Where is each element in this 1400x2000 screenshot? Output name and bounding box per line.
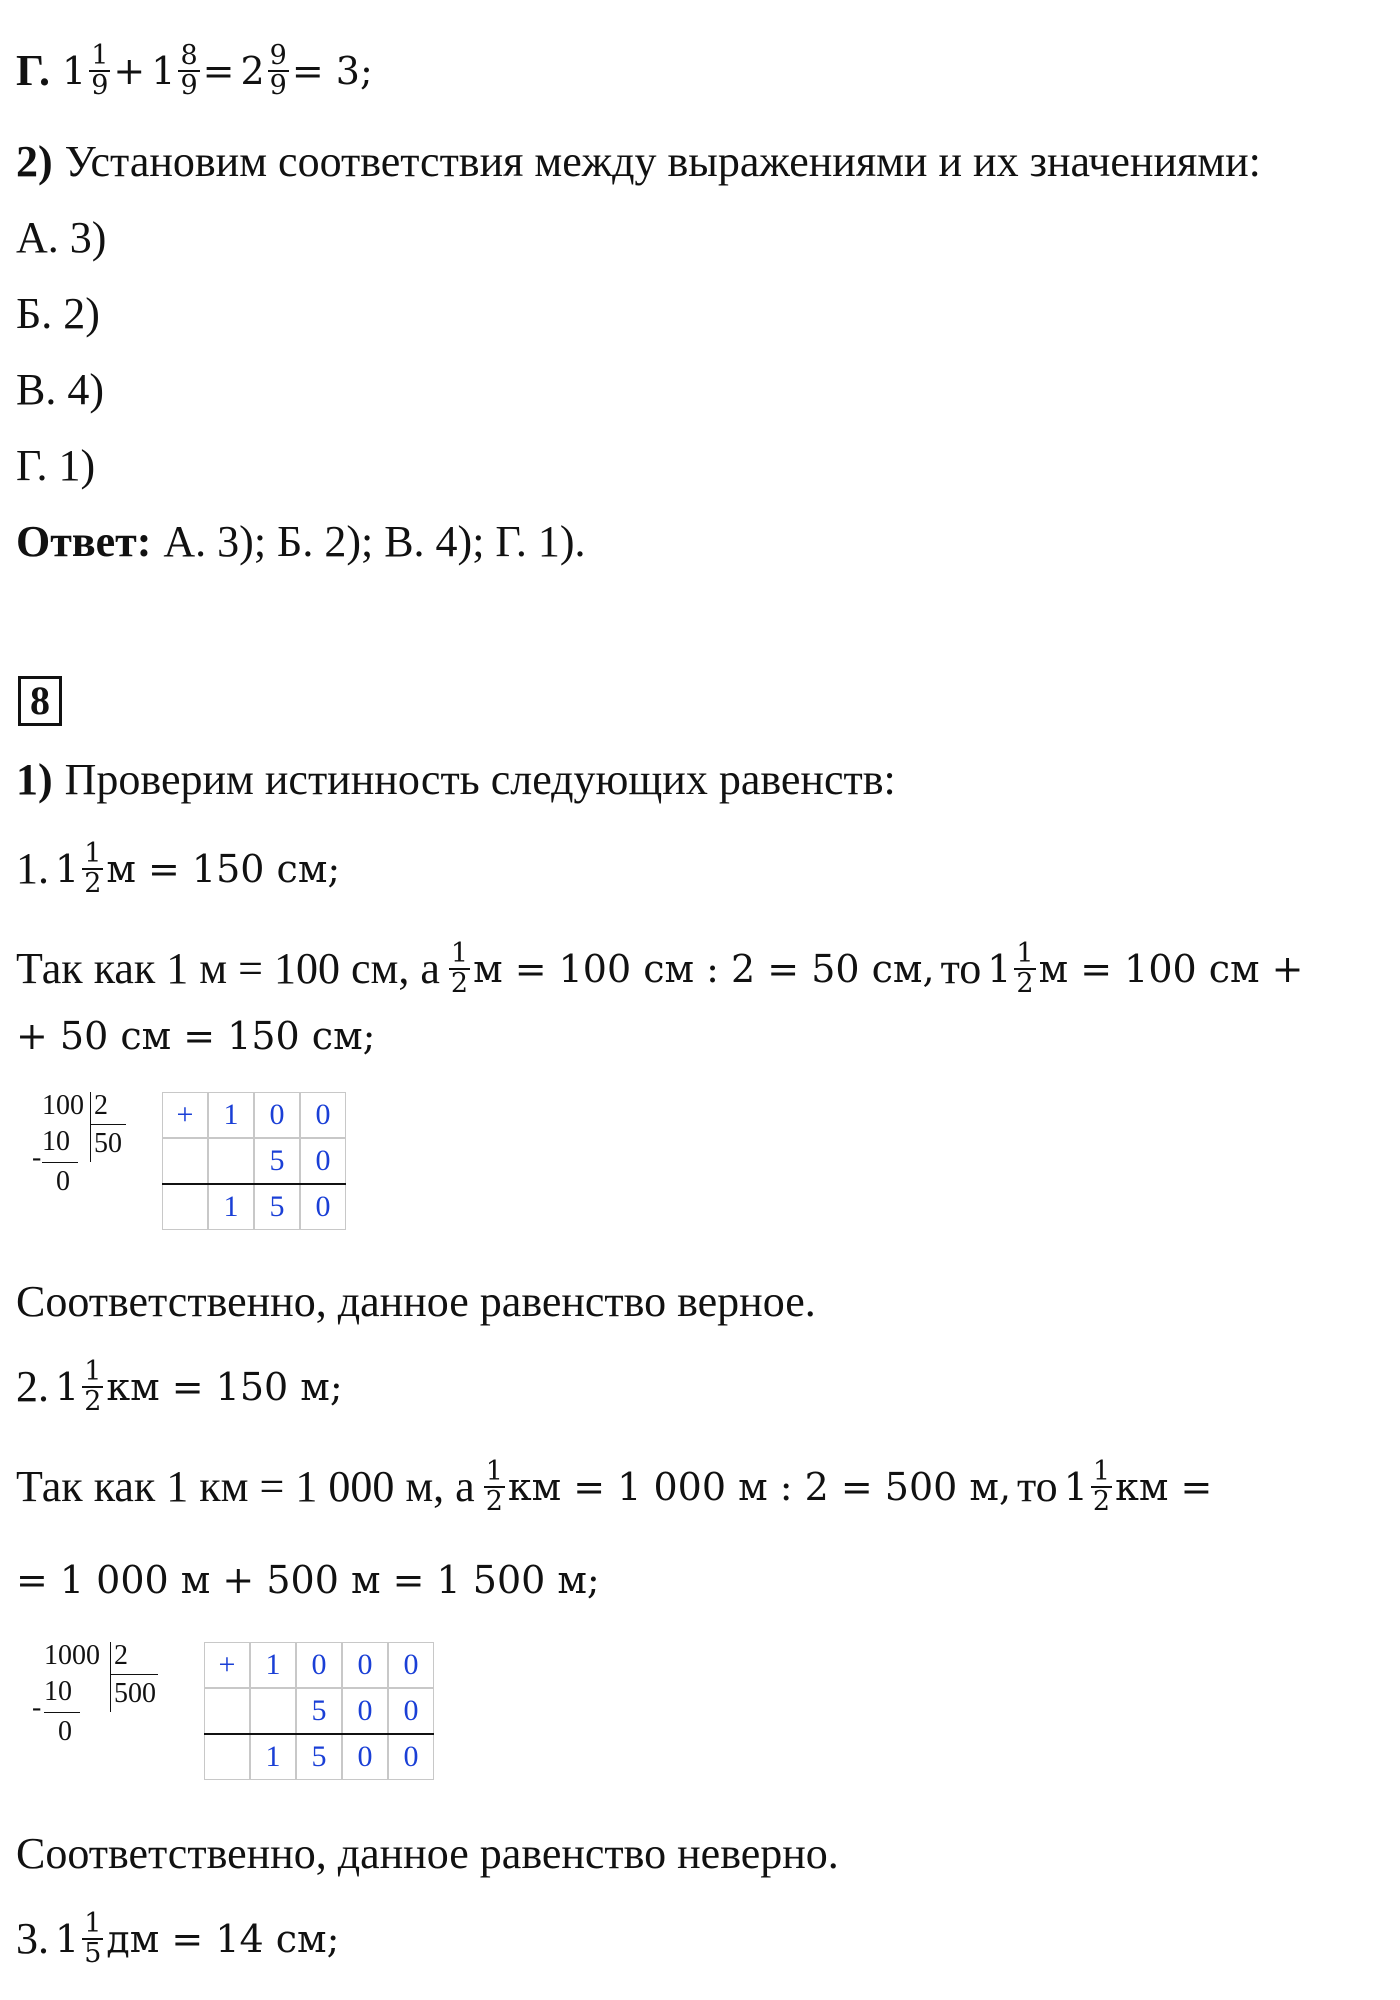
line-g-equation xyxy=(16,42,373,100)
answer-line xyxy=(16,514,586,570)
task-number-box: 8 xyxy=(18,676,62,726)
minus-sign: - xyxy=(32,1142,42,1173)
fraction: $\frac{1}{2}$ xyxy=(1016,938,1034,999)
digit: 0 xyxy=(342,1642,388,1688)
long-division xyxy=(32,1090,146,1240)
operator: + xyxy=(113,49,146,93)
part1-heading xyxy=(16,752,896,808)
digit: 5 xyxy=(254,1184,300,1230)
equation-tail: дм = 14 см; xyxy=(106,1917,340,1961)
equation-tail: = 3; xyxy=(291,49,373,93)
match-item: А. 3) xyxy=(16,213,107,262)
equation-2 xyxy=(16,1358,343,1416)
text: то xyxy=(940,944,982,993)
digit: 0 xyxy=(254,1092,300,1138)
divisor: 2 xyxy=(94,1090,108,1121)
text: то xyxy=(1017,1462,1058,1511)
subtrahend: 10 xyxy=(44,1676,72,1707)
part-number: 1) xyxy=(16,755,53,804)
digit: 0 xyxy=(342,1688,388,1734)
fraction: $\frac{1}{2}$ xyxy=(485,1456,503,1517)
quotient: 500 xyxy=(114,1678,156,1709)
fraction: $\frac{1}{2}$ xyxy=(84,1356,102,1417)
digit: 0 xyxy=(388,1642,434,1688)
equation-number: 3. xyxy=(16,1914,49,1963)
whole-part: 1 xyxy=(987,947,1012,991)
whole-part: 1 xyxy=(62,49,87,93)
digit: 5 xyxy=(296,1734,342,1780)
equals-sign: = xyxy=(202,49,235,93)
digit: 0 xyxy=(342,1734,388,1780)
whole-part: 1 xyxy=(55,1917,80,1961)
answer-text: А. 3); Б. 2); В. 4); Г. 1). xyxy=(163,517,586,566)
digit: 0 xyxy=(300,1092,346,1138)
equation-3 xyxy=(16,1910,339,1968)
conclusion-1: Соответственно, данное равенство верное. xyxy=(16,1277,816,1326)
equation-number: 2. xyxy=(16,1362,49,1411)
digit: 0 xyxy=(388,1688,434,1734)
digit: 0 xyxy=(388,1734,434,1780)
text: м = 100 см + xyxy=(1038,947,1304,991)
equation-number: 1. xyxy=(16,844,49,893)
digit xyxy=(208,1138,254,1184)
part-number: 2) xyxy=(16,137,53,186)
empty-cell xyxy=(204,1688,250,1734)
answer-label: Ответ: xyxy=(16,517,152,566)
whole-part: 1 xyxy=(151,49,176,93)
whole-part: 1 xyxy=(55,1365,80,1409)
fraction: $\frac{1}{2}$ xyxy=(450,938,469,999)
text: Так как 1 км = 1 000 м, а xyxy=(16,1462,475,1511)
item-label: Г. xyxy=(16,46,51,95)
plus-sign: + xyxy=(204,1642,250,1688)
remainder: 0 xyxy=(56,1166,70,1197)
text: км = xyxy=(1115,1465,1213,1509)
fraction: $\frac{8}{9}$ xyxy=(180,40,198,101)
addition-table xyxy=(162,1092,352,1232)
minus-sign: - xyxy=(32,1692,42,1723)
empty-cell xyxy=(162,1138,208,1184)
remainder: 0 xyxy=(58,1716,72,1747)
fraction: $\frac{1}{9}$ xyxy=(91,40,109,101)
text: м = 100 см : 2 = 50 см, xyxy=(473,947,935,991)
explanation-1-line2: + 50 см = 150 см; xyxy=(16,1014,376,1058)
fraction: $\frac{9}{9}$ xyxy=(269,40,287,101)
empty-cell xyxy=(204,1734,250,1780)
match-item: Г. 1) xyxy=(16,441,96,490)
digit: 1 xyxy=(250,1642,296,1688)
part-text: Проверим истинность следующих равенств: xyxy=(64,755,896,804)
digit: 5 xyxy=(254,1138,300,1184)
digit: 0 xyxy=(296,1642,342,1688)
whole-part: 1 xyxy=(55,847,80,891)
digit: 0 xyxy=(300,1184,346,1230)
digit: 1 xyxy=(208,1184,254,1230)
equation-1 xyxy=(16,840,340,898)
dividend: 1000 xyxy=(44,1640,100,1671)
match-item: В. 4) xyxy=(16,365,104,414)
long-division xyxy=(32,1640,166,1790)
addition-table xyxy=(204,1642,444,1782)
part2-heading xyxy=(16,134,1261,190)
explanation-1 xyxy=(16,940,1304,998)
fraction: $\frac{1}{2}$ xyxy=(1092,1456,1111,1517)
part-text: Установим соответствия между выражениями и их значениями: xyxy=(64,137,1261,186)
divisor: 2 xyxy=(114,1640,128,1671)
plus-sign: + xyxy=(162,1092,208,1138)
fraction: $\frac{1}{2}$ xyxy=(84,838,102,899)
match-item: Б. 2) xyxy=(16,289,100,338)
equation-tail: м = 150 см; xyxy=(106,847,341,891)
fraction: $\frac{1}{5}$ xyxy=(84,1908,102,1969)
digit: 0 xyxy=(300,1138,346,1184)
explanation-2-line2: = 1 000 м + 500 м = 1 500 м; xyxy=(16,1558,600,1602)
text: км = 1 000 м : 2 = 500 м, xyxy=(507,1465,1012,1509)
dividend: 100 xyxy=(42,1090,84,1121)
text: Так как 1 м = 100 см, а xyxy=(16,944,440,993)
digit xyxy=(250,1688,296,1734)
subtrahend: 10 xyxy=(42,1126,70,1157)
digit: 5 xyxy=(296,1688,342,1734)
explanation-2 xyxy=(16,1458,1212,1516)
empty-cell xyxy=(162,1184,208,1230)
quotient: 50 xyxy=(94,1128,122,1159)
equation-tail: км = 150 м; xyxy=(106,1365,343,1409)
conclusion-2: Соответственно, данное равенство неверно. xyxy=(16,1829,839,1878)
whole-part: 1 xyxy=(1063,1465,1088,1509)
whole-part: 2 xyxy=(240,49,265,93)
digit: 1 xyxy=(250,1734,296,1780)
digit: 1 xyxy=(208,1092,254,1138)
